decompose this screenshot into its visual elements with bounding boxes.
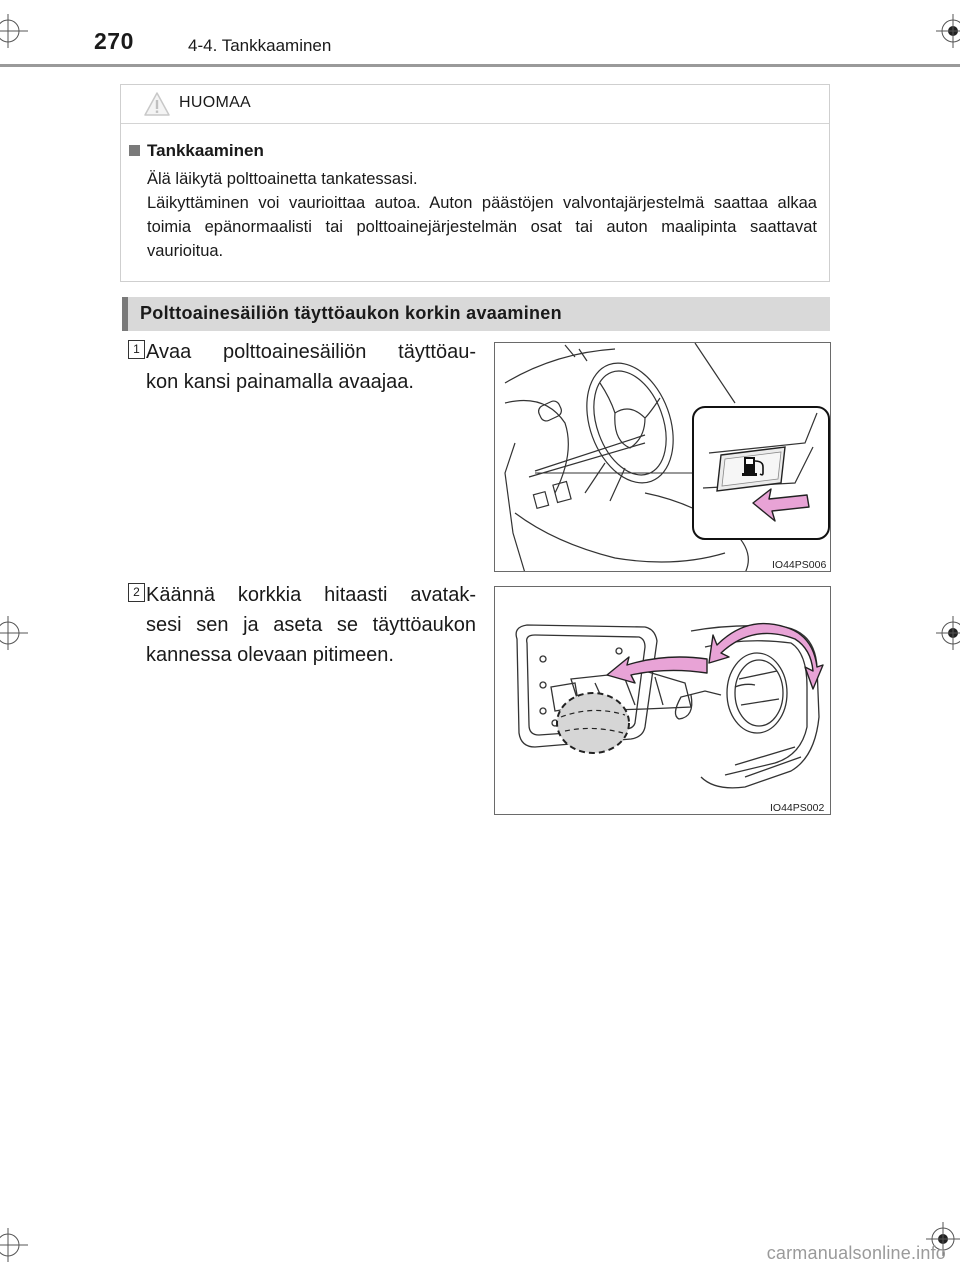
figure-code-2: IO44PS002: [770, 802, 825, 814]
step-number-1: 1: [128, 340, 145, 359]
registration-mark-mid-left: [0, 616, 32, 650]
step-1-line: Avaa polttoainesäiliön täyttöau-: [146, 341, 476, 363]
notice-subtitle-text: Tankkaaminen: [147, 141, 264, 160]
figure-fuel-cap-holder: [494, 586, 831, 815]
registration-mark-top-left: [0, 14, 32, 48]
step-1-line: kon kansi painamalla avaajaa.: [146, 371, 414, 393]
warning-triangle-icon: [143, 91, 171, 122]
step-2-line: sesi sen ja aseta se täyttöaukon: [146, 614, 476, 636]
step-2-text: [146, 580, 476, 670]
section-bar: [122, 297, 128, 331]
registration-mark-mid-right: [936, 616, 960, 650]
notice-header: [121, 85, 829, 124]
step-2-line: kannessa olevaan pitimeen.: [146, 644, 394, 666]
notice-box: [120, 84, 830, 282]
notice-paragraph: Läikyttäminen voi vaurioittaa autoa. Auton päästöjen valvontajärjestelmä saattaa alkaa toimia epänormaalisti tai polttoainejärjestelmän osat tai auton maalipinta saattavat vaurioitua.: [147, 194, 817, 260]
section-title: Polttoainesäiliön täyttöaukon korkin avaaminen: [140, 303, 562, 323]
registration-mark-top-right: [936, 14, 960, 48]
chapter-title: 4-4. Tankkaaminen: [188, 36, 332, 55]
notice-paragraph: Älä läikytä polttoainetta tankatessasi.: [147, 170, 418, 188]
step-2-line: Käännä korkkia hitaasti avatak-: [146, 584, 476, 606]
footer-watermark: carmanualsonline.info: [766, 1243, 946, 1263]
figure-fuel-door-opener: [494, 342, 831, 572]
notice-label: HUOMAA: [179, 94, 252, 111]
notice-body: [147, 167, 817, 263]
figure-fuel-door-opener-drawing: [495, 343, 831, 572]
section-header: [122, 297, 830, 331]
figure-fuel-cap-holder-drawing: [495, 587, 831, 815]
figure-code-1: IO44PS006: [772, 559, 827, 571]
step-1-text: [146, 337, 476, 397]
step-number-2: 2: [128, 583, 145, 602]
notice-subtitle: [129, 141, 264, 161]
header-rule: [0, 64, 960, 67]
registration-mark-bottom-left: [0, 1228, 32, 1262]
bullet-square-icon: [129, 145, 140, 156]
page-number: 270: [94, 28, 134, 54]
